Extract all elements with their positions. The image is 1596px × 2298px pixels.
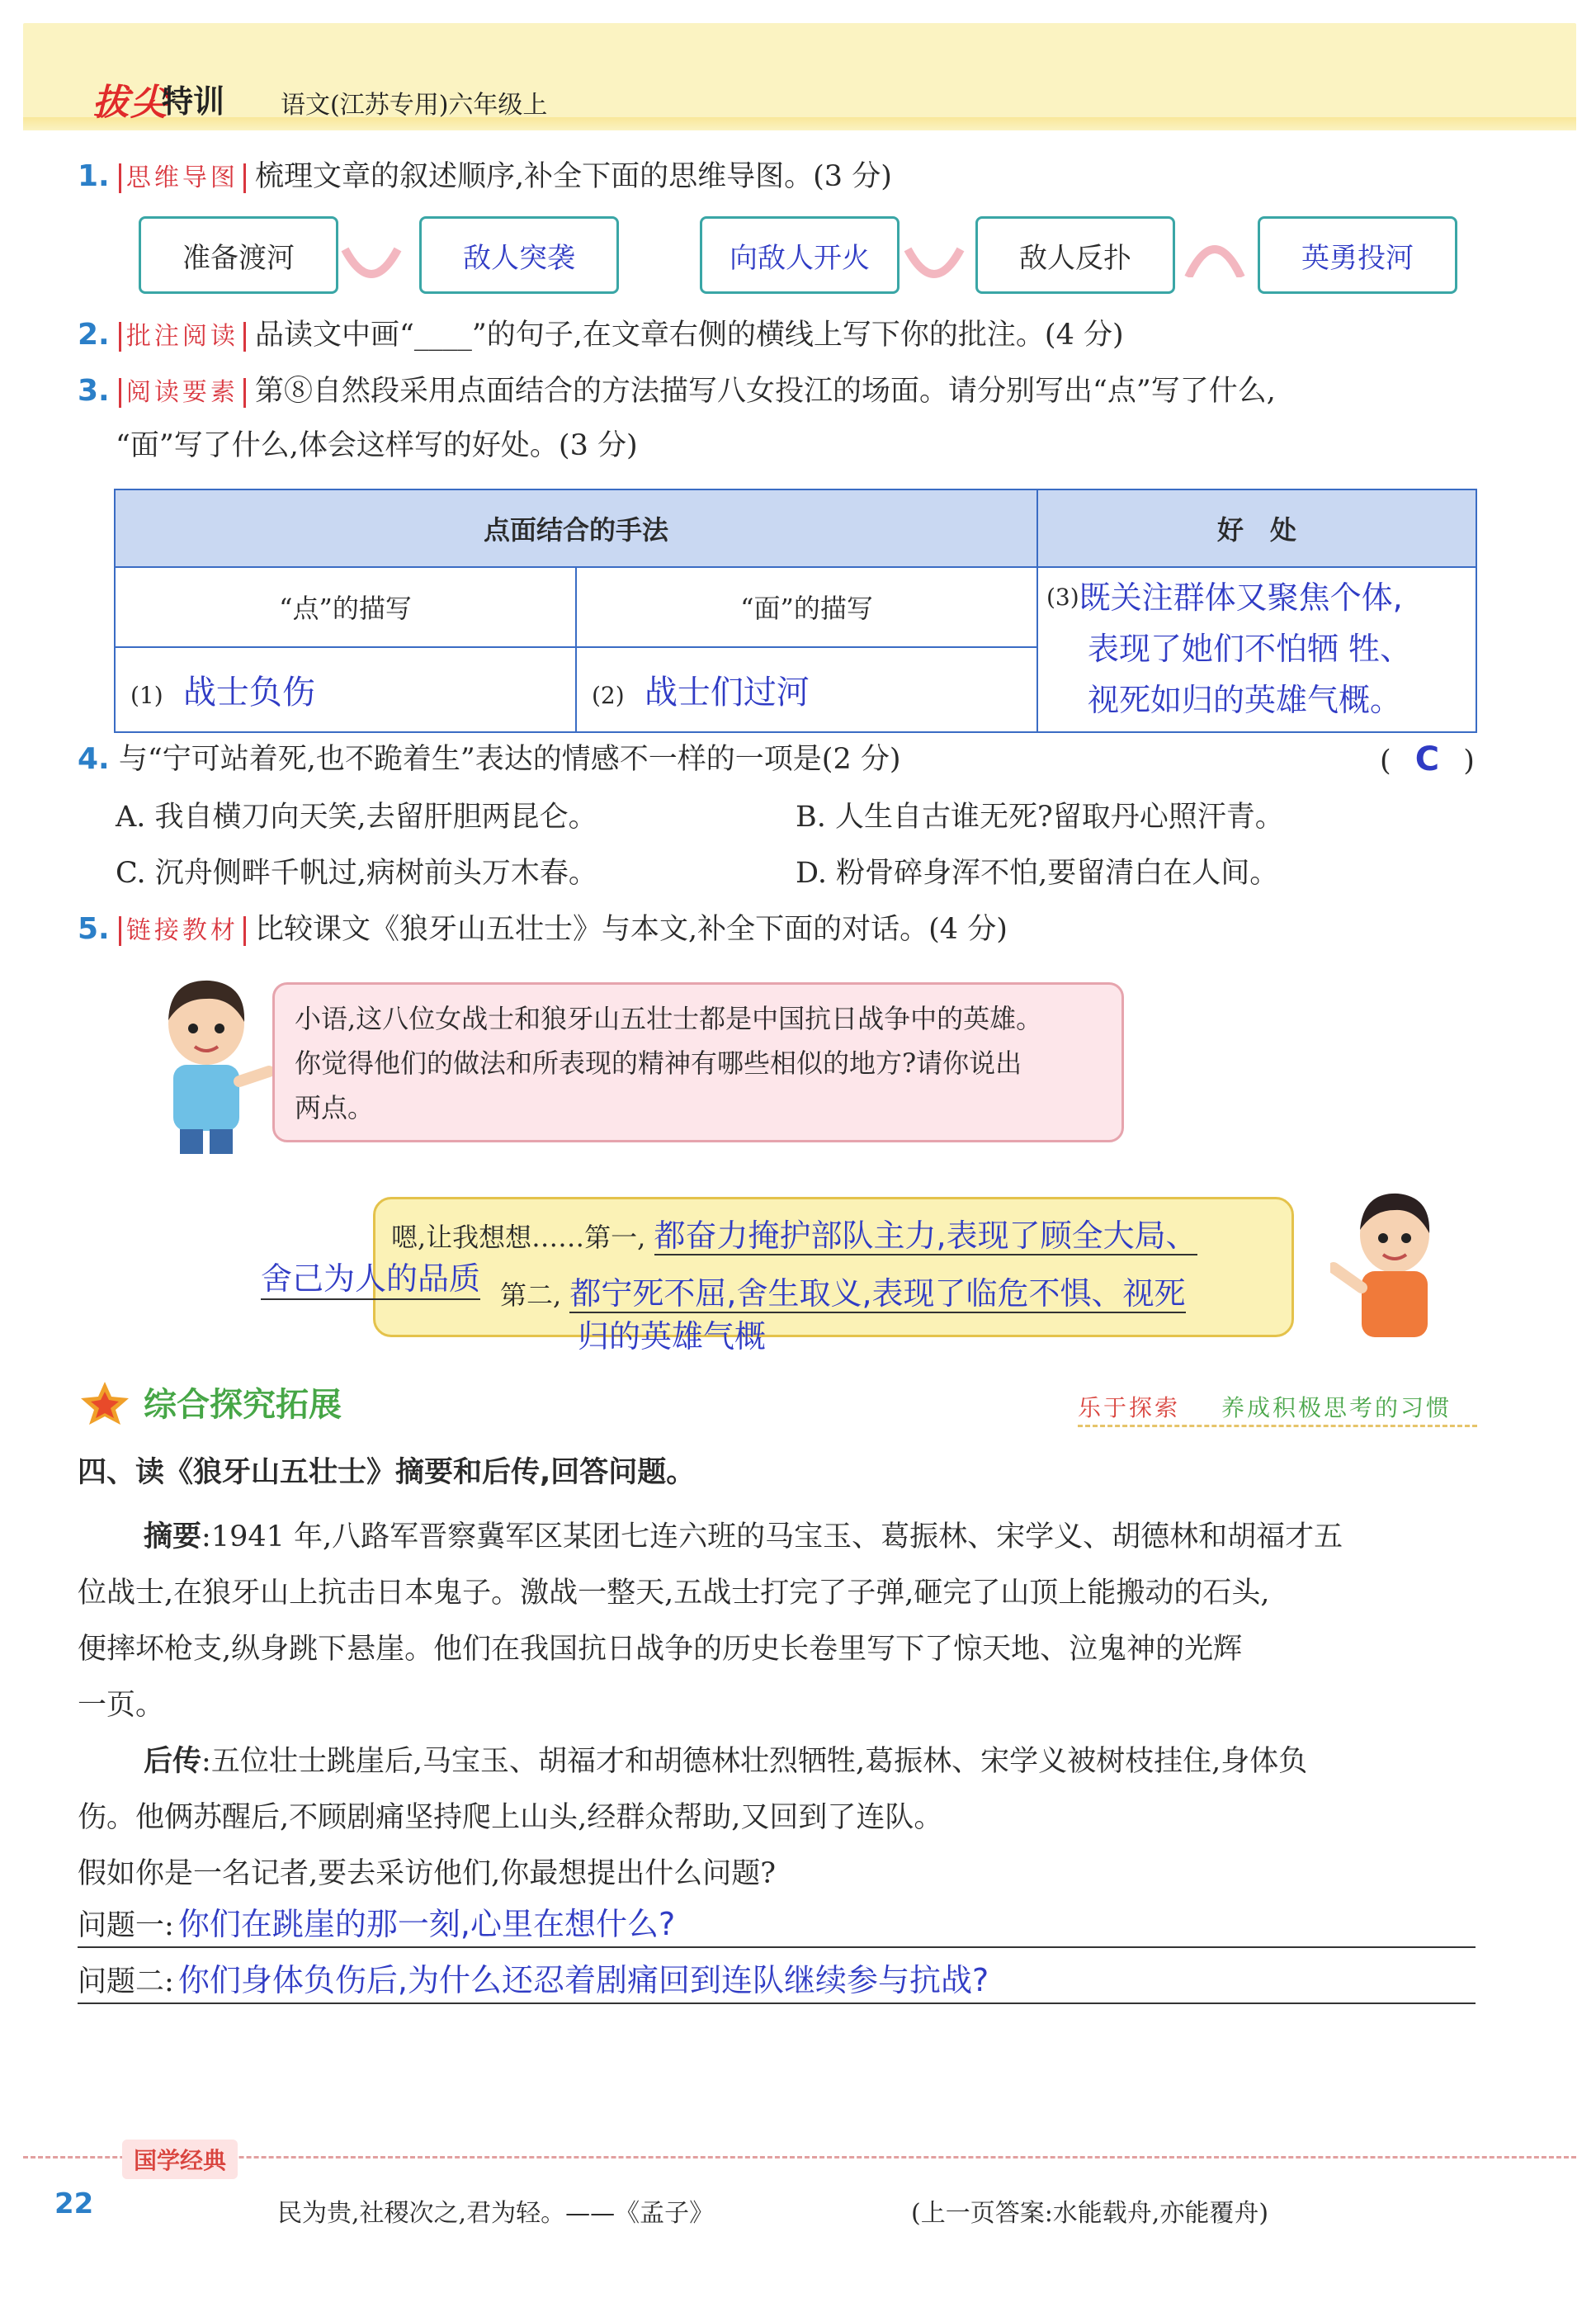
q1-tag: 思维导图 (119, 163, 246, 193)
question-2-label: 问题二: (78, 1965, 174, 1998)
bubble2-row2 (500, 1268, 1186, 1313)
surface-answer: 战士们过河 (644, 673, 810, 712)
q4-answer-paren (1380, 740, 1475, 781)
summary-text: 1941 年,八路军晋察冀军区某团七连六班的马宝玉、葛振林、宋学义、胡德林和胡福才五 (210, 1520, 1343, 1553)
page-number: 22 (54, 2187, 94, 2220)
q6-question-1 (78, 1898, 1476, 1948)
sequel-line-1: 后传:五位壮士跳崖后,马宝玉、胡福才和胡德林壮烈牺牲,葛振林、宋学义被树枝挂住,身体负 (144, 1745, 1308, 1778)
q4-text: 与“宁可站着死,也不跪着生”表达的情感不一样的一项是(2 分) (118, 743, 901, 776)
q6-prompt: 假如你是一名记者,要去采访他们,你最想提出什么问题? (78, 1857, 777, 1890)
section-divider (1078, 1425, 1477, 1427)
q2-line (78, 315, 1124, 355)
q5-text: 比较课文《狼牙山五壮士》与本文,补全下面的对话。(4 分) (255, 913, 1008, 946)
q4-option-c: C. 沉舟侧畔千帆过,病树前头万木春。 (116, 857, 597, 890)
bubble2-second: 第二, (500, 1279, 562, 1311)
q3-text-2: “面”写了什么,体会这样写的好处。(3 分) (116, 429, 638, 462)
speech-bubble-1 (272, 982, 1124, 1142)
q1-number: 1. (78, 159, 110, 193)
mindmap-box-3 (700, 216, 900, 294)
arc-arrow-icon (1182, 228, 1248, 277)
q5-number: 5. (78, 912, 110, 946)
paren-right: ) (1463, 745, 1475, 778)
q2-text: 品读文中画“____”的句子,在文章右侧的横线上写下你的批注。(4 分) (255, 319, 1124, 352)
bubble1-line: 小语,这八位女战士和狼牙山五壮士都是中国抗日战争中的英雄。 (295, 1003, 1043, 1034)
summary-line-1: 摘要:1941 年,八路军晋察冀军区某团七连六班的马宝玉、葛振林、宋学义、胡德林和胡福才五 (144, 1520, 1343, 1553)
table-num-3: (3) (1046, 584, 1079, 611)
sequel-text: 五位壮士跳崖后,马宝玉、胡福才和胡德林壮烈牺牲,葛振林、宋学义被树枝挂住,身体负 (210, 1745, 1308, 1778)
subject-title: 语文(江苏专用)六年级上 (281, 91, 548, 120)
footer-quote: 民为贵,社稷次之,君为轻。——《孟子》 (277, 2199, 715, 2228)
q4-number: 4. (78, 742, 110, 776)
brand-logo-text-2: 特训 (162, 83, 225, 120)
mindmap-box-4 (975, 216, 1175, 294)
sequel-line-2: 伤。他俩苏醒后,不顾剧痛坚持爬上山头,经群众帮助,又回到了连队。 (78, 1801, 943, 1834)
section-motto-2: 养成积极思考的习惯 (1221, 1394, 1452, 1421)
table-num-2: (2) (592, 681, 625, 709)
table-surface-cell (576, 647, 1037, 732)
bubble2-lead: 嗯,让我想想……第一, (391, 1222, 646, 1253)
arc-arrow-icon (338, 241, 404, 291)
bubble1-line: 你觉得他们的做法和所表现的精神有哪些相似的地方?请你说出 (295, 1047, 1022, 1079)
boy-avatar-2 (1330, 1189, 1454, 1345)
bubble1-line: 两点。 (295, 1092, 375, 1123)
footer-divider (23, 2156, 1576, 2159)
bubble1-text (295, 996, 1042, 1130)
benefit-answer-2: 表现了她们不怕牺 牲、 (1088, 631, 1412, 667)
table-header-technique: 点面结合的手法 (115, 489, 1037, 567)
summary-line-3: 便摔坏枪支,纵身跳下悬崖。他们在我国抗日战争的历史长卷里写下了惊天地、泣鬼神的光辉 (78, 1633, 1243, 1666)
q5-line (78, 910, 1008, 949)
mindmap-box-5 (1258, 216, 1457, 294)
table-sub-surface: “面”的描写 (576, 567, 1037, 647)
q4-option-d: D. 粉骨碎身浑不怕,要留清白在人间。 (796, 857, 1279, 890)
bubble2-answer-1: 都奋力掩护部队主力,表现了顾全大局、 (654, 1218, 1197, 1254)
question-2-answer: 你们身体负伤后,为什么还忍着剧痛回到连队继续参与抗战? (177, 1962, 989, 1998)
bubble2-answer-2b: 归的英雄气概 (578, 1318, 767, 1355)
footer-prev-answer: (上一页答案:水能载舟,亦能覆舟) (911, 2199, 1269, 2228)
table-header-benefit: 好 处 (1037, 489, 1476, 567)
footer-tag: 国学经典 (122, 2140, 238, 2179)
benefit-answer-3: 视死如归的英雄气概。 (1088, 682, 1402, 718)
star-badge-icon (78, 1380, 132, 1426)
brand-logo-text: 拔尖 (92, 82, 168, 124)
sequel-label: 后传 (144, 1745, 202, 1778)
table-num-1: (1) (130, 681, 163, 709)
q2-tag: 批注阅读 (119, 322, 246, 352)
q6-question-2 (78, 1955, 1476, 2004)
q4-option-a: A. 我自横刀向天笑,去留肝胆两昆仑。 (116, 801, 597, 834)
mindmap-box-1 (139, 216, 338, 294)
q2-number: 2. (78, 318, 110, 352)
q3-number: 3. (78, 374, 110, 408)
header-strip (23, 117, 1576, 130)
bubble2-answer-1b: 舍己为人的品质 (261, 1253, 480, 1300)
section-title: 综合探究拓展 (144, 1386, 342, 1424)
q6-summary (78, 1509, 1480, 1902)
table-sub-point: “点”的描写 (115, 567, 576, 647)
q3-table (114, 489, 1477, 733)
mindmap-answer: 向敌人开火 (730, 241, 870, 275)
table-point-cell (115, 647, 576, 732)
q3-tag: 阅读要素 (119, 378, 246, 408)
table-benefit-cell (1037, 567, 1476, 732)
summary-line-4: 一页。 (78, 1689, 165, 1722)
q6-heading: 四、读《狼牙山五壮士》摘要和后传,回答问题。 (78, 1456, 696, 1489)
point-answer: 战士负伤 (182, 673, 315, 712)
q3-text-1: 第⑧自然段采用点面结合的方法描写八女投江的场面。请分别写出“点”写了什么, (255, 375, 1276, 408)
q5-tag: 链接教材 (119, 916, 246, 946)
mindmap-label: 敌人反扑 (1019, 241, 1131, 275)
q1-text: 梳理文章的叙述顺序,补全下面的思维导图。(3 分) (255, 160, 892, 193)
question-1-label: 问题一: (78, 1909, 174, 1942)
mindmap-label: 准备渡河 (182, 241, 295, 275)
q4-option-b: B. 人生自古谁无死?留取丹心照汗青。 (796, 801, 1284, 834)
q3-line (78, 371, 1276, 411)
summary-line-2: 位战士,在狼牙山上抗击日本鬼子。激战一整天,五战士打完了子弹,砸完了山顶上能搬动的石头, (78, 1577, 1270, 1610)
mindmap-box-2 (419, 216, 619, 294)
q1-line (78, 157, 892, 196)
bubble2-answer-2: 都宁死不屈,舍生取义,表现了临危不惧、视死 (569, 1275, 1186, 1312)
benefit-answer-1: 既关注群体又聚焦个体, (1079, 579, 1403, 616)
section-motto-1: 乐于探索 (1078, 1394, 1181, 1421)
q4-answer: C (1414, 740, 1440, 778)
boy-avatar (140, 974, 272, 1156)
q4-line (78, 740, 901, 779)
arc-arrow-icon (901, 241, 967, 291)
mindmap-answer: 英勇投河 (1301, 241, 1414, 275)
bubble2-row1 (391, 1210, 1197, 1255)
summary-label: 摘要 (144, 1520, 202, 1553)
paren-left: ( (1380, 745, 1391, 778)
question-1-answer: 你们在跳崖的那一刻,心里在想什么? (177, 1906, 676, 1942)
header-band (23, 23, 1576, 129)
mindmap-answer: 敌人突袭 (463, 241, 575, 275)
